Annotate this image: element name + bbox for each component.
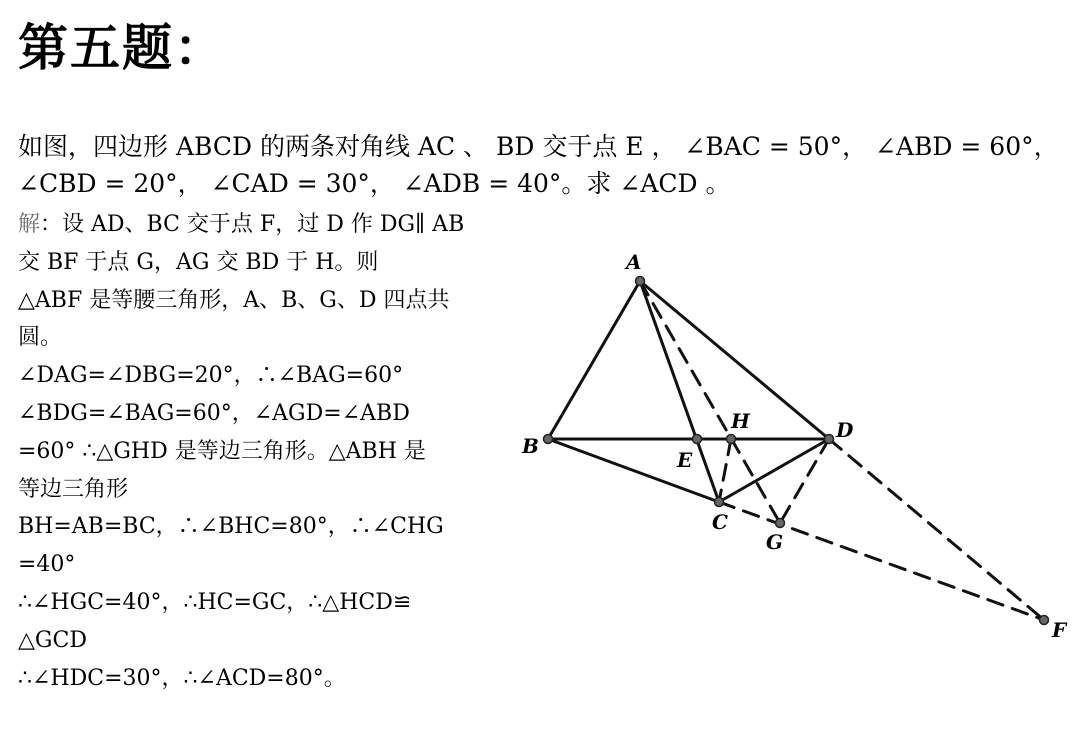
segment-bc xyxy=(548,439,719,502)
label-e: E xyxy=(677,448,693,472)
label-a: A xyxy=(626,250,642,274)
label-f: F xyxy=(1052,618,1067,642)
point-c xyxy=(715,498,724,507)
solution-line: △ABF 是等腰三角形，A、B、G、D 四点共 xyxy=(18,287,450,313)
point-b xyxy=(544,435,553,444)
label-h: H xyxy=(731,409,750,433)
point-d xyxy=(825,435,834,444)
label-c: C xyxy=(712,510,728,534)
solution-line: 交 BF 于点 G，AG 交 BD 于 H。则 xyxy=(18,249,379,275)
solution-line: 等边三角形 xyxy=(18,476,129,502)
segment-df-dashed xyxy=(829,439,1044,620)
solution-line: ∠BDG=∠BAG=60°，∠AGD=∠ABD xyxy=(18,400,410,426)
solution-line-1-text: ：设 AD、BC 交于点 F，过 D 作 DG∥ AB xyxy=(40,212,465,237)
point-g xyxy=(776,519,785,528)
segment-hc-dashed xyxy=(719,439,731,502)
solution-line: 圆。 xyxy=(18,325,63,351)
point-f xyxy=(1040,616,1049,625)
label-d: D xyxy=(836,418,854,442)
point-h xyxy=(727,435,736,444)
solution-line: ∠DAG=∠DBG=20°，∴∠BAG=60° xyxy=(18,363,404,389)
solution-line: ∴∠HGC=40°，∴HC=GC，∴△HCD≌ xyxy=(18,589,412,615)
label-g: G xyxy=(766,530,784,554)
point-e xyxy=(693,435,702,444)
segment-ag-dashed xyxy=(640,281,780,523)
segment-cf-dashed xyxy=(719,502,1044,620)
label-b: B xyxy=(522,434,539,458)
segment-ab xyxy=(548,281,640,439)
problem-line-2: ∠CBD = 20°， ∠CAD = 30°， ∠ADB = 40°。求 ∠ACD 。 xyxy=(18,169,731,198)
solution-line: =60° ∴△GHD 是等边三角形。△ABH 是 xyxy=(18,438,426,464)
solution-line: BH=AB=BC，∴∠BHC=80°，∴∠CHG xyxy=(18,514,444,540)
problem-line-1: 如图，四边形 ABCD 的两条对角线 AC 、 BD 交于点 E ， ∠BAC = 50°， ∠ABD = 60°， xyxy=(18,132,1059,161)
solution-label: 解 xyxy=(18,212,41,237)
page-title: 第五题： xyxy=(18,19,226,77)
solution-line: =40° xyxy=(18,552,76,578)
solution-line: ∴∠HDC=30°，∴∠ACD=80°。 xyxy=(18,665,346,691)
point-a xyxy=(636,277,645,286)
solution-line: △GCD xyxy=(18,627,87,653)
